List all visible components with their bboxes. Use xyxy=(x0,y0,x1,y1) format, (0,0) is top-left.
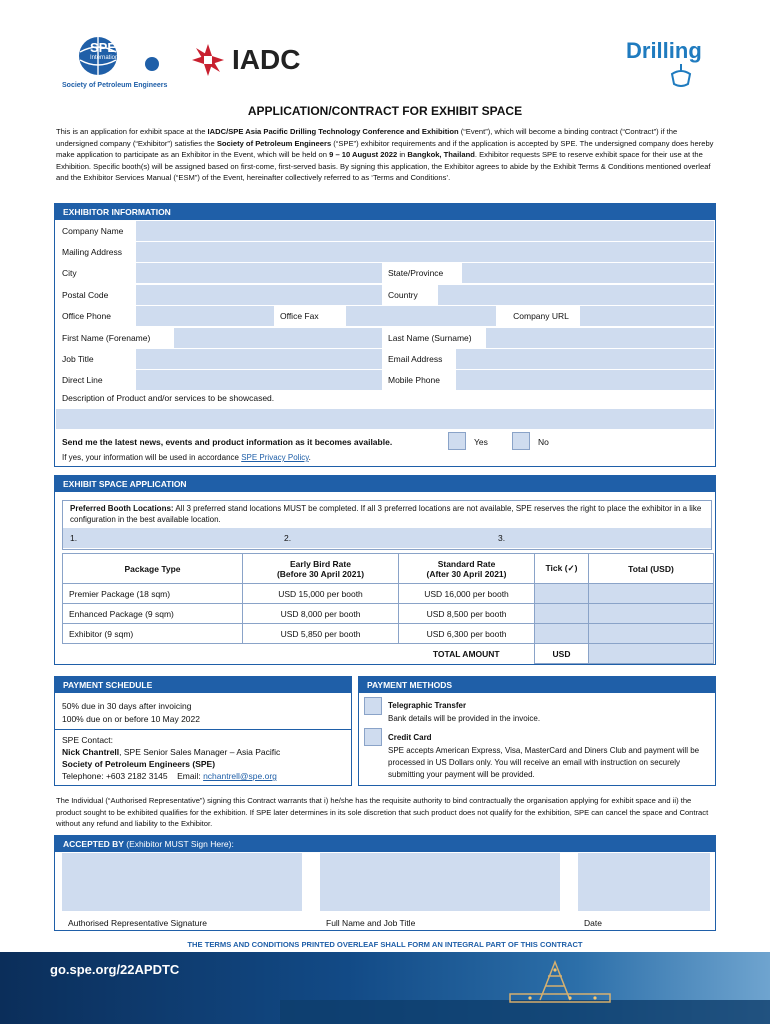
iadc-star-icon xyxy=(190,42,226,78)
footer-url[interactable]: go.spe.org/22APDTC xyxy=(50,962,180,977)
total-row xyxy=(63,644,714,664)
job-title-field[interactable] xyxy=(136,349,382,369)
tick-cell[interactable] xyxy=(535,604,589,624)
footer-banner xyxy=(0,952,770,1024)
booth-option-3: 3. xyxy=(498,533,506,543)
company-name-field[interactable] xyxy=(136,221,714,241)
col-tick: Tick (✓) xyxy=(535,554,589,584)
job-row xyxy=(56,349,714,370)
telegraphic-transfer-title: Telegraphic Transfer xyxy=(388,701,467,710)
postal-label: Postal Code xyxy=(56,285,136,305)
early-rate: USD 5,850 per booth xyxy=(243,624,399,644)
payment-methods-header: PAYMENT METHODS xyxy=(359,677,715,693)
col-standard: Standard Rate (After 30 April 2021) xyxy=(399,554,535,584)
table-row xyxy=(63,604,714,624)
full-name-field[interactable] xyxy=(320,853,560,911)
standard-rate: USD 6,300 per booth xyxy=(399,624,535,644)
email-label: Email Address xyxy=(382,349,456,369)
terms-note: THE TERMS AND CONDITIONS PRINTED OVERLEAF SHALL FORM AN INTEGRAL PART OF THIS CONTRACT xyxy=(187,940,583,949)
total-usd-label: USD xyxy=(535,644,589,664)
divider xyxy=(55,729,351,730)
page-title: APPLICATION/CONTRACT FOR EXHIBIT SPACE xyxy=(247,104,523,118)
mobile-field[interactable] xyxy=(456,370,714,390)
authority-paragraph: The Individual (“Authorised Representative”) signing this Contract warrants that i) he/she has the requisite authority to bind contractually the organisation applying for exhibit space and ii) the product sought to be exhibited qualifies for the exhibition. If SPE later determines in its sole discretion that such product does not qualify for the exhibition, SPE can cancel the space and Contract without any refund and liability to the Exhibitor. xyxy=(56,796,709,828)
credit-card-checkbox[interactable] xyxy=(364,728,382,746)
direct-line-field[interactable] xyxy=(136,370,382,390)
date-label: Date xyxy=(584,918,602,928)
exhibitor-header: EXHIBITOR INFORMATION xyxy=(55,204,715,220)
country-label: Country xyxy=(382,285,438,305)
total-cell[interactable] xyxy=(589,624,714,644)
mailing-address-label: Mailing Address xyxy=(56,242,136,262)
city-row xyxy=(56,263,714,284)
office-fax-label: Office Fax xyxy=(274,306,346,326)
total-amount-field[interactable] xyxy=(589,644,714,664)
newsletter-label: Send me the latest news, events and product information as it becomes available. xyxy=(62,437,393,447)
telegraphic-transfer-text: Bank details will be provided in the invoice. xyxy=(388,714,541,723)
standard-rate: USD 8,500 per booth xyxy=(399,604,535,624)
drilling-logo xyxy=(626,38,716,92)
package-table xyxy=(62,553,714,664)
spe-logo xyxy=(62,34,176,94)
city-label: City xyxy=(56,263,136,283)
date-field[interactable] xyxy=(578,853,710,911)
company-url-field[interactable] xyxy=(580,306,714,326)
drill-bit-icon xyxy=(666,64,696,88)
state-label: State/Province xyxy=(382,263,462,283)
iadc-text: IADC xyxy=(232,44,301,75)
spe-logo-name: Society of Petroleum Engineers xyxy=(62,82,168,89)
tick-cell[interactable] xyxy=(535,624,589,644)
total-cell[interactable] xyxy=(589,604,714,624)
col-early-bird: Early Bird Rate (Before 30 April 2021) xyxy=(243,554,399,584)
package-table-header xyxy=(63,554,714,584)
newsletter-yes-checkbox[interactable] xyxy=(448,432,466,450)
offshore-rig-image xyxy=(280,956,770,1024)
direct-line-label: Direct Line xyxy=(56,370,136,390)
payment-schedule-text: 50% due in 30 days after invoicing 100% due on or before 10 May 2022 xyxy=(62,701,200,724)
exhibit-space-header: EXHIBIT SPACE APPLICATION xyxy=(55,476,715,492)
direct-row xyxy=(56,370,714,391)
intro-paragraph: This is an application for exhibit space at the IADC/SPE Asia Pacific Drilling Technology Conference and Exhibition (“Event”), which will become a binding contract (“Contract”) if the undersigned company (“Exhibitor”) satisfies the Society of Petroleum Engineers (“SPE”) exhibitor requirements and if the application is accepted by SPE. The undersigned company does hereby make application to participate as an Exhibitor in the Event, which will be held on 9 – 10 August 2022 in Bangkok, Thailand. Exhibitor requests SPE to reserve exhibit space for their use at the Exhibition. Specific booth(s) will be assigned based on first-come, first-served basis. By signing this application, the Exhibitor agrees to abide by the Exhibit Terms & Conditions mentioned overleaf and the Exhibitor Services Manual (“ESM”) of the Event, hereinafter collectively referred to as ‘Terms and Conditions’. xyxy=(56,127,714,182)
total-amount-label: TOTAL AMOUNT xyxy=(432,648,500,659)
contact-email-link[interactable]: nchantrell@spe.org xyxy=(203,771,277,781)
state-field[interactable] xyxy=(462,263,714,283)
mobile-label: Mobile Phone xyxy=(382,370,456,390)
newsletter-no-checkbox[interactable] xyxy=(512,432,530,450)
postal-field[interactable] xyxy=(136,285,382,305)
city-field[interactable] xyxy=(136,263,382,283)
early-rate: USD 15,000 per booth xyxy=(243,584,399,604)
office-phone-field[interactable] xyxy=(136,306,274,326)
payment-schedule-header: PAYMENT SCHEDULE xyxy=(55,677,351,693)
mailing-address-row xyxy=(56,242,714,263)
postal-row xyxy=(56,285,714,306)
spe-logo-text: SPE xyxy=(90,40,117,55)
description-field[interactable] xyxy=(56,409,714,429)
preferred-booth-text: Preferred Booth Locations: All 3 preferred stand locations MUST be completed. If all 3 preferred locations are not available, SPE reserves the right to place the exhibitor in a like configuration in the best available location. xyxy=(70,504,702,524)
phone-row xyxy=(56,306,714,327)
booth-option-2: 2. xyxy=(284,533,292,543)
mailing-address-field[interactable] xyxy=(136,242,714,262)
spe-contact: SPE Contact: Nick Chantrell, SPE Senior Sales Manager – Asia Pacific Society of Petroleum Engineers (SPE) Telephone: +603 2182 3145 Email: nchantrell@spe.org xyxy=(62,735,281,781)
privacy-note: If yes, your information will be used in accordance SPE Privacy Policy. xyxy=(62,453,311,462)
col-total: Total (USD) xyxy=(589,554,714,584)
office-fax-field[interactable] xyxy=(346,306,496,326)
drilling-text: Drilling xyxy=(626,38,702,63)
company-url-label: Company URL xyxy=(496,306,580,326)
newsletter-yes-label: Yes xyxy=(474,437,488,447)
early-rate: USD 8,000 per booth xyxy=(243,604,399,624)
col-package: Package Type xyxy=(63,554,243,584)
table-row xyxy=(63,584,714,604)
company-name-row xyxy=(56,221,714,242)
job-title-label: Job Title xyxy=(56,349,136,369)
company-name-label: Company Name xyxy=(56,221,136,241)
signature-label: Authorised Representative Signature xyxy=(68,918,207,928)
email-field[interactable] xyxy=(456,349,714,369)
signature-field[interactable] xyxy=(62,853,302,911)
total-cell[interactable] xyxy=(589,584,714,604)
last-name-field[interactable] xyxy=(486,328,714,348)
booth-option-1: 1. xyxy=(70,533,78,543)
newsletter-no-label: No xyxy=(538,437,549,447)
privacy-policy-link[interactable]: SPE Privacy Policy xyxy=(241,453,309,462)
iadc-logo xyxy=(190,42,320,82)
full-name-label: Full Name and Job Title xyxy=(326,918,416,928)
last-name-label: Last Name (Surname) xyxy=(382,328,486,348)
credit-card-text: SPE accepts American Express, Visa, MasterCard and Diners Club and payment will be processed in US Dollars only. You will receive an email with instruction on securely submitting your payment will be provided. xyxy=(388,746,700,779)
description-label: Description of Product and/or services to be showcased. xyxy=(62,393,275,403)
spe-logo-sub: International xyxy=(90,55,124,61)
telegraphic-transfer-checkbox[interactable] xyxy=(364,697,382,715)
first-name-label: First Name (Forename) xyxy=(56,328,174,348)
preferred-booth-fields[interactable] xyxy=(63,528,711,548)
credit-card-title: Credit Card xyxy=(388,733,432,742)
package-name: Enhanced Package (9 sqm) xyxy=(63,604,243,624)
package-name: Exhibitor (9 sqm) xyxy=(63,624,243,644)
first-name-field[interactable] xyxy=(174,328,382,348)
office-phone-label: Office Phone xyxy=(56,306,136,326)
name-row xyxy=(56,328,714,349)
tick-cell[interactable] xyxy=(535,584,589,604)
accepted-by-header: ACCEPTED BY (Exhibitor MUST Sign Here): xyxy=(55,836,715,852)
package-name: Premier Package (18 sqm) xyxy=(63,584,243,604)
table-row xyxy=(63,624,714,644)
standard-rate: USD 16,000 per booth xyxy=(399,584,535,604)
country-field[interactable] xyxy=(438,285,714,305)
